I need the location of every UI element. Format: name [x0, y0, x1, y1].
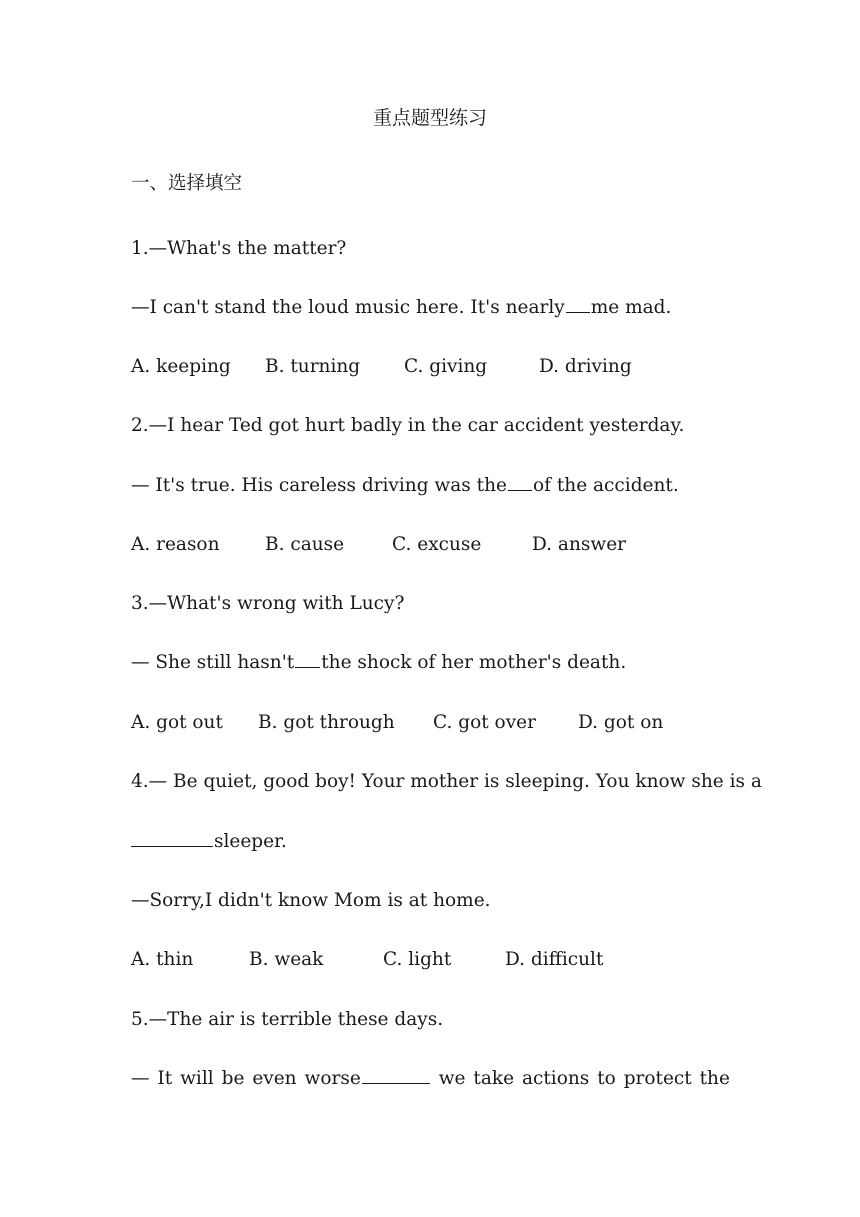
q2-stem: 2.—I hear Ted got hurt badly in the car accident yesterday. — [131, 415, 685, 436]
q3-option-b: B. got through — [258, 712, 395, 733]
q5-word: protect — [623, 1068, 692, 1089]
q4-option-d: D. difficult — [505, 949, 604, 970]
q3-reply-a: — She still hasn't — [131, 652, 295, 673]
q4-option-a: A. thin — [131, 949, 194, 970]
q1-reply-b: me mad. — [590, 297, 672, 318]
q4-option-c: C. light — [383, 949, 452, 970]
q3-reply — [131, 651, 626, 675]
q1-stem: 1.—What's the matter? — [131, 238, 347, 259]
q5-blank — [362, 1067, 430, 1084]
q1-blank — [566, 296, 590, 313]
q5-word: take — [473, 1068, 515, 1089]
q1-option-c: C. giving — [404, 356, 488, 377]
q4-stem: 4.— Be quiet, good boy! Your mother is sleeping. You know she is a — [131, 771, 762, 792]
q5-word: even — [252, 1068, 297, 1089]
q5-word: the — [699, 1068, 730, 1089]
q3-reply-b: the shock of her mother's death. — [321, 652, 627, 673]
q4-blank — [131, 830, 213, 847]
q5-word: to — [597, 1068, 616, 1089]
q4-stem2: sleeper. — [214, 831, 287, 852]
q3-option-c: C. got over — [433, 712, 536, 733]
q5-word: we — [438, 1068, 466, 1089]
page-title: 重点题型练习 — [372, 107, 487, 129]
q5-word: worse — [304, 1068, 361, 1089]
q5-word: — — [131, 1068, 150, 1089]
q2-option-c: C. excuse — [392, 534, 482, 555]
q3-option-a: A. got out — [131, 712, 223, 733]
section-heading: 一、选择填空 — [131, 173, 243, 194]
q5-word: be — [221, 1068, 245, 1089]
q4-reply: —Sorry,I didn't know Mom is at home. — [131, 890, 491, 911]
q1-option-d: D. driving — [539, 356, 632, 377]
q3-option-d: D. got on — [578, 712, 664, 733]
q3-stem: 3.—What's wrong with Lucy? — [131, 593, 405, 614]
q2-option-a: A. reason — [131, 534, 220, 555]
q5-stem: 5.—The air is terrible these days. — [131, 1009, 444, 1030]
q2-reply-a: — It's true. His careless driving was the — [131, 475, 507, 496]
q5-word-with-blank — [305, 1067, 431, 1091]
q2-blank — [508, 474, 532, 491]
q4-option-b: B. weak — [249, 949, 324, 970]
q5-word: will — [180, 1068, 214, 1089]
q1-reply — [131, 296, 671, 320]
q5-word: It — [157, 1068, 173, 1089]
q2-reply — [131, 474, 679, 498]
q2-reply-b: of the accident. — [532, 475, 679, 496]
q1-option-a: A. keeping — [131, 356, 231, 377]
q5-reply — [131, 1067, 730, 1091]
q2-option-d: D. answer — [532, 534, 626, 555]
q5-word: actions — [521, 1068, 590, 1089]
q3-blank — [295, 651, 320, 668]
q4-stem-continued — [131, 830, 287, 854]
q1-reply-a: —I can't stand the loud music here. It's nearly — [131, 297, 565, 318]
q1-option-b: B. turning — [265, 356, 361, 377]
q2-option-b: B. cause — [265, 534, 345, 555]
